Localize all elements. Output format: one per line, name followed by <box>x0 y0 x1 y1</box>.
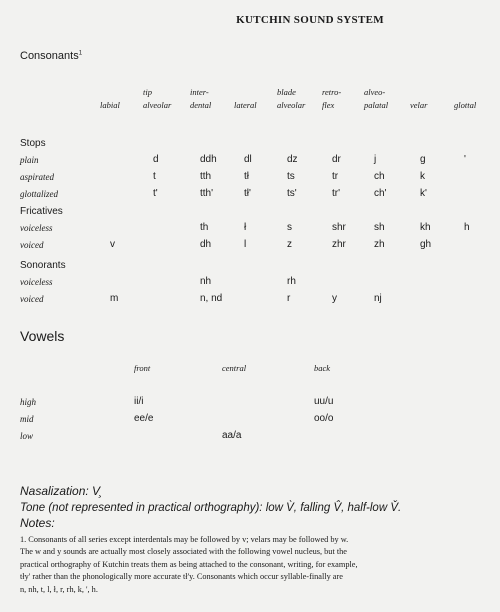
consonant-cell: z <box>287 239 292 250</box>
column-header <box>454 86 476 112</box>
column-header-line1: alveo- <box>364 87 386 97</box>
vowel-cell: ii/i <box>134 396 144 407</box>
column-header-line1 <box>410 86 427 99</box>
consonants-heading <box>20 50 82 62</box>
column-header <box>190 86 211 112</box>
consonant-cell: tth <box>200 171 212 182</box>
consonant-cell: gh <box>420 239 432 250</box>
column-header-line2: glottal <box>454 100 477 110</box>
consonant-cell: t <box>153 171 156 182</box>
note-line: tły' rather than the phonologically more accurate tł'y. Consonants which occur syllable-finally are <box>20 572 343 582</box>
note-line: n, nh, t, l, ł, r, rh, k, ', h. <box>20 584 98 594</box>
consonant-cell: ' <box>464 154 466 165</box>
consonants-heading-text: Consonants <box>20 50 79 62</box>
consonant-group-heading: Fricatives <box>20 206 63 217</box>
consonant-cell: sh <box>374 222 385 233</box>
consonant-row-label: voiceless <box>20 277 53 287</box>
consonant-cell: ts' <box>287 188 297 199</box>
column-header-line1 <box>234 86 257 99</box>
consonant-cell: ch <box>374 171 385 182</box>
column-header-line1 <box>454 86 476 99</box>
notes-body <box>20 534 488 596</box>
consonant-cell: k' <box>420 188 427 199</box>
consonant-cell: dz <box>287 154 298 165</box>
column-header-line1: tip <box>143 87 152 97</box>
column-header-line2: flex <box>322 100 335 110</box>
consonant-cell: ddh <box>200 154 217 165</box>
consonant-group-heading: Sonorants <box>20 260 66 271</box>
consonant-cell: dh <box>200 239 212 250</box>
consonant-cell: r <box>287 293 291 304</box>
note-line: The w and y sounds are actually most closely associated with the following vowel nucleus, but the <box>20 547 347 557</box>
consonants-footnote-ref: 1 <box>78 50 83 57</box>
consonant-cell: s <box>287 222 292 233</box>
consonant-cell: ts <box>287 171 295 182</box>
vowel-row-label: high <box>20 397 37 407</box>
note-line: practical orthography of Kutchin treats them as being attached to the consonant, writing, for example, <box>20 559 358 569</box>
consonant-cell: th <box>200 222 209 233</box>
vowel-column-header: back <box>314 363 331 373</box>
vowel-column-header: central <box>222 363 247 373</box>
consonant-cell: dl <box>244 154 252 165</box>
consonant-cell: rh <box>287 276 296 287</box>
consonant-row-label: voiced <box>20 240 44 250</box>
column-header <box>322 86 341 112</box>
consonant-cell: nj <box>374 293 382 304</box>
consonant-cell: y <box>332 293 337 304</box>
column-header <box>100 86 120 112</box>
consonant-cell: zh <box>374 239 385 250</box>
column-header-line1 <box>100 86 120 99</box>
consonant-cell: shr <box>332 222 346 233</box>
column-header <box>143 86 171 112</box>
column-header-line2: labial <box>100 100 120 110</box>
vowel-row-label: mid <box>20 414 34 424</box>
column-header-line1: retro- <box>322 87 342 97</box>
column-header-line2: velar <box>410 100 428 110</box>
consonant-cell: v <box>110 239 115 250</box>
column-header-line2: lateral <box>234 100 257 110</box>
consonant-cell: tr <box>332 171 339 182</box>
column-header <box>410 86 427 112</box>
consonant-cell: tł' <box>244 188 251 199</box>
page-title: KUTCHIN SOUND SYSTEM <box>236 14 384 26</box>
vowel-cell: oo/o <box>314 413 334 424</box>
consonant-cell: m <box>110 293 119 304</box>
consonant-cell: j <box>374 154 377 165</box>
consonant-cell: ł <box>244 222 247 233</box>
consonant-cell: ch' <box>374 188 387 199</box>
consonant-cell: t' <box>153 188 158 199</box>
consonant-cell: nh <box>200 276 212 287</box>
consonant-cell: g <box>420 154 426 165</box>
column-header-line2: dental <box>190 100 212 110</box>
consonant-cell: h <box>464 222 470 233</box>
tone-line: Tone (not represented in practical orthography): low V̀, falling V̂, half-low V̌. <box>20 502 402 514</box>
consonant-cell: tth' <box>200 188 214 199</box>
note-line: 1. Consonants of all series except interdentals may be followed by v; velars may be followed by w. <box>20 535 349 544</box>
vowel-cell: ee/e <box>134 413 154 424</box>
column-header-line2: alveolar <box>277 100 306 110</box>
consonant-group-heading: Stops <box>20 138 46 149</box>
column-header <box>277 86 305 112</box>
column-header-line2: alveolar <box>143 100 172 110</box>
nasalization-line: Nasalization: V̧ <box>20 484 101 498</box>
consonant-cell: kh <box>420 222 431 233</box>
consonant-row-label: voiceless <box>20 223 53 233</box>
consonant-cell: tr' <box>332 188 341 199</box>
column-header <box>364 86 388 112</box>
vowel-row-label: low <box>20 431 34 441</box>
vowel-cell: uu/u <box>314 396 334 407</box>
consonant-cell: tł <box>244 171 249 182</box>
consonant-cell: n, nd <box>200 293 223 304</box>
consonant-row-label: aspirated <box>20 172 55 182</box>
consonant-row-label: plain <box>20 155 39 165</box>
vowel-column-header: front <box>134 363 151 373</box>
consonant-cell: zhr <box>332 239 346 250</box>
vowels-heading: Vowels <box>20 328 65 344</box>
consonant-row-label: glottalized <box>20 189 58 199</box>
consonant-cell: d <box>153 154 159 165</box>
consonant-cell: l <box>244 239 247 250</box>
notes-heading: Notes: <box>20 516 55 530</box>
consonant-cell: k <box>420 171 425 182</box>
column-header-line2: palatal <box>364 100 389 110</box>
column-header-line1: blade <box>277 87 296 97</box>
consonant-row-label: voiced <box>20 294 44 304</box>
column-header <box>234 86 257 112</box>
consonant-cell: dr <box>332 154 341 165</box>
vowel-cell: aa/a <box>222 430 242 441</box>
column-header-line1: inter- <box>190 87 209 97</box>
